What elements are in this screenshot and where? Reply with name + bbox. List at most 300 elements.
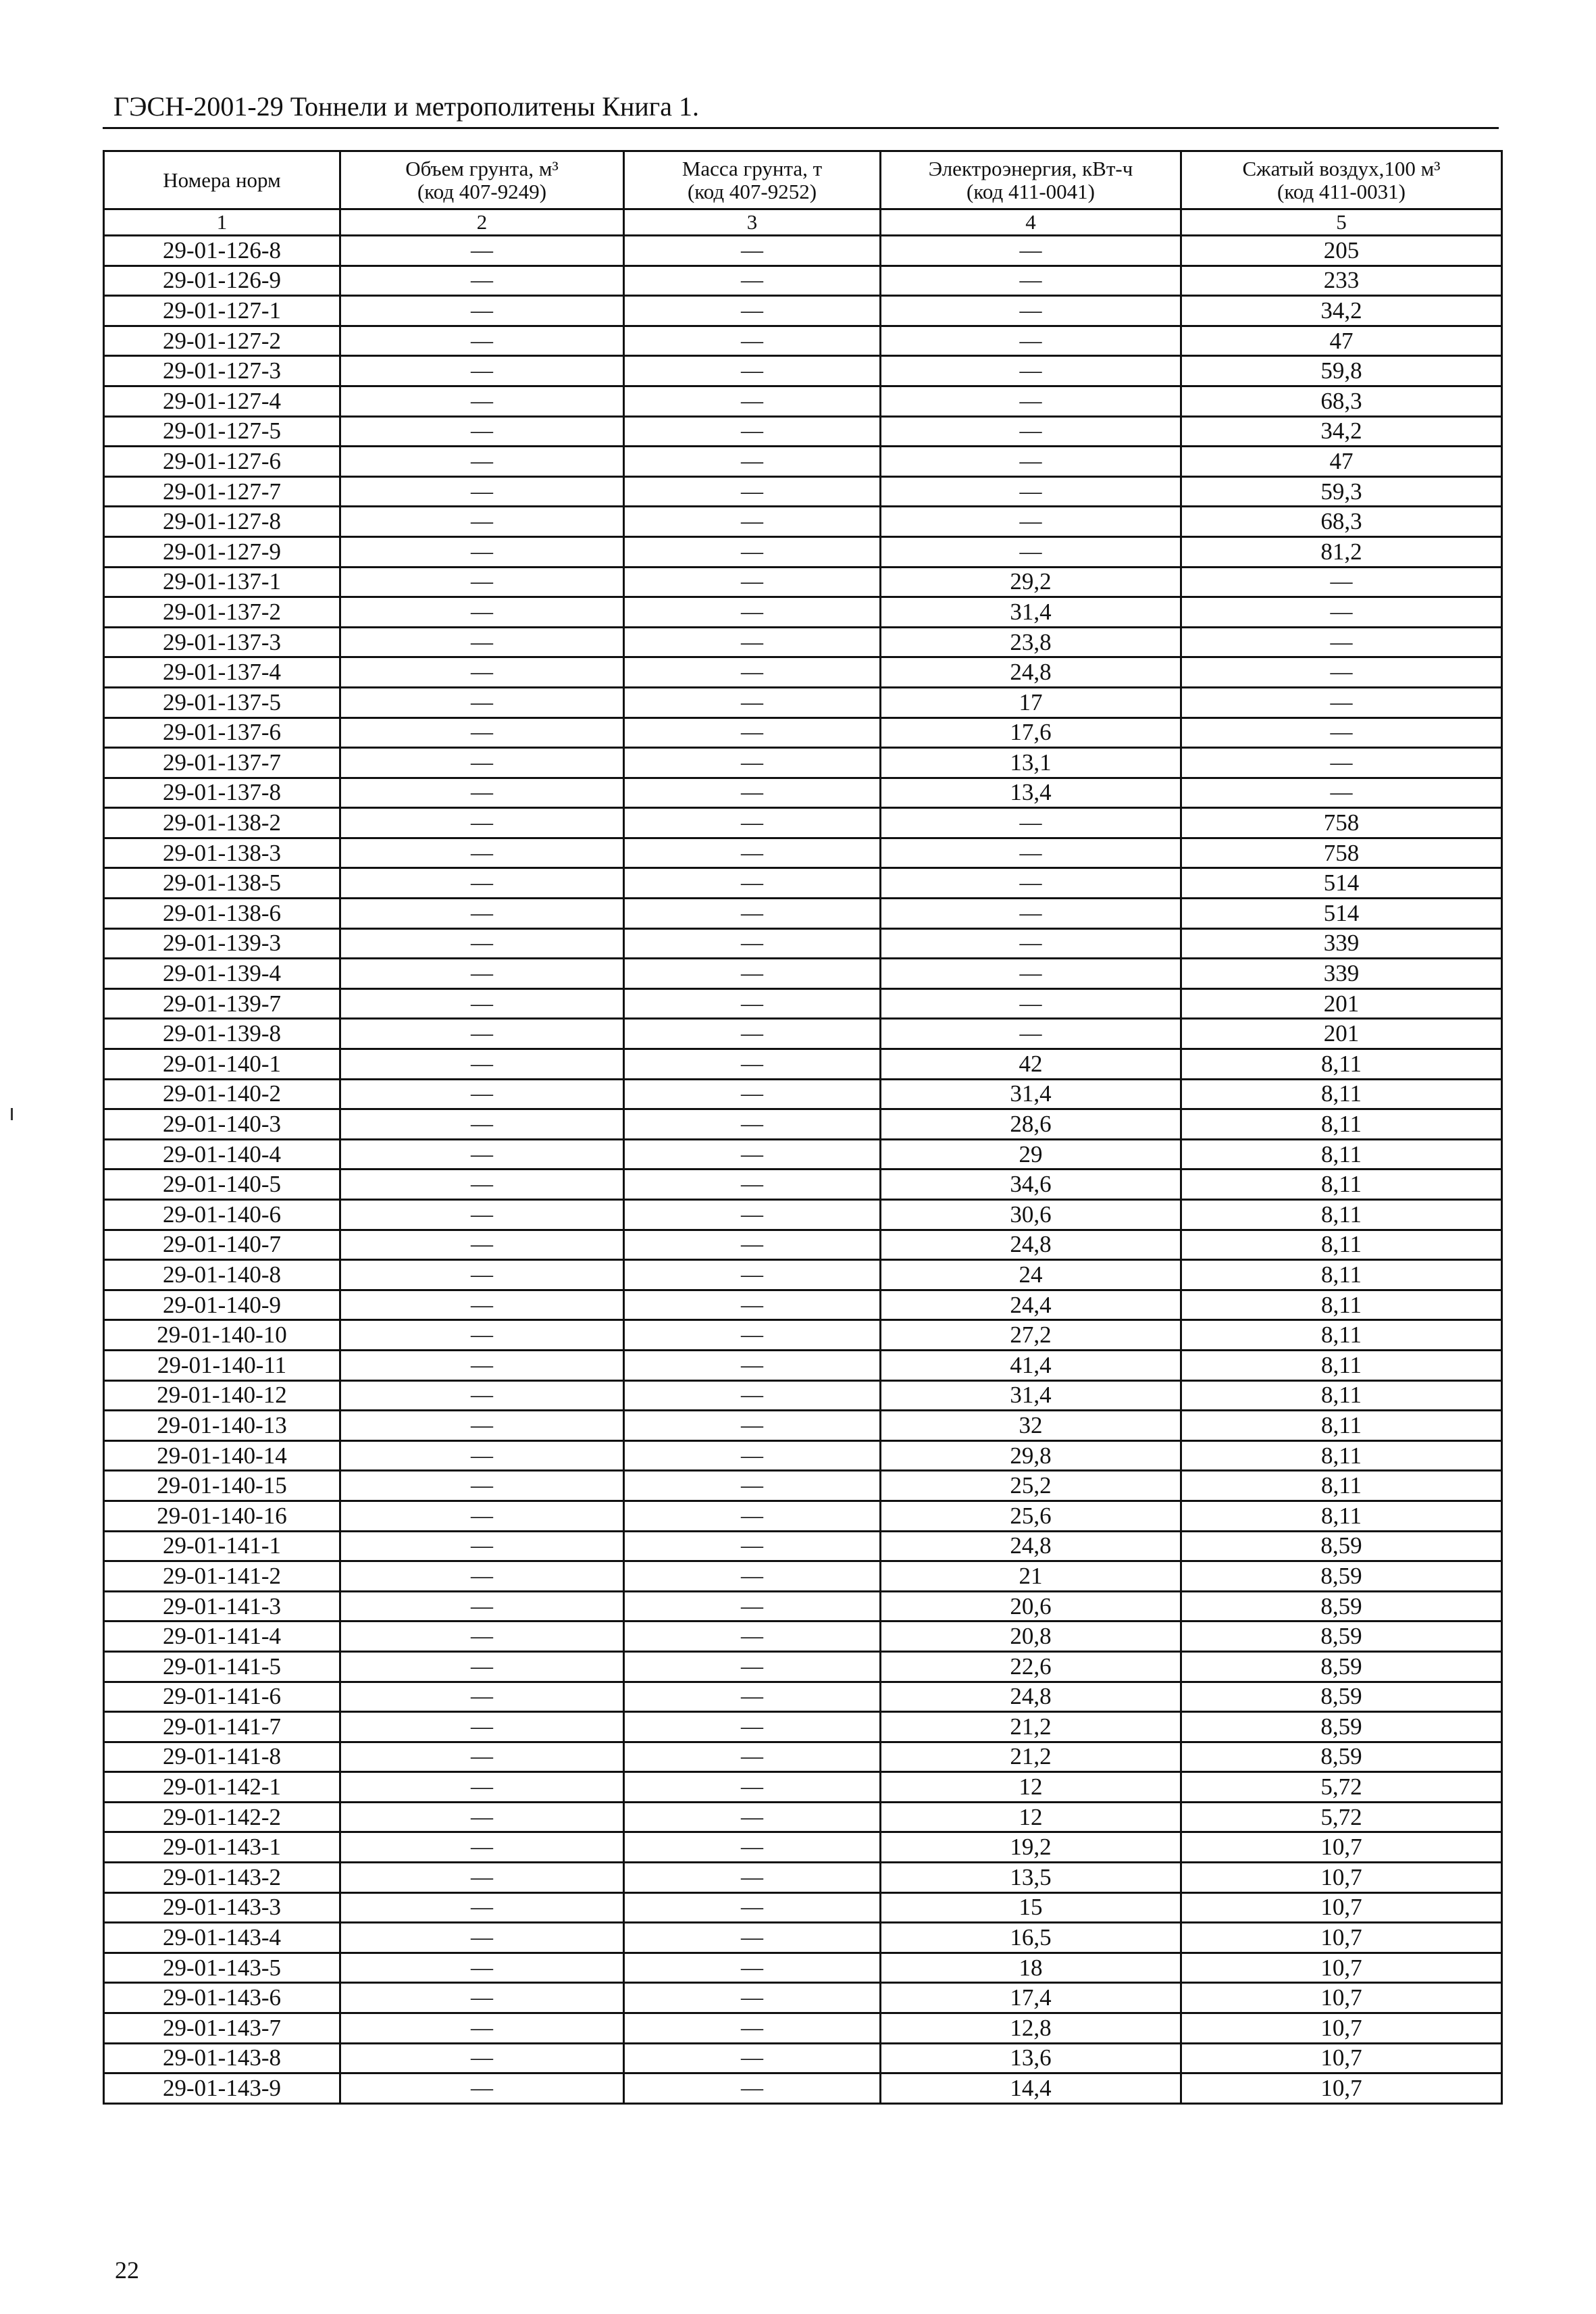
- compressed-air-cell: 8,59: [1181, 1742, 1502, 1772]
- table-row: [104, 1290, 1502, 1320]
- soil-volume-cell: —: [340, 868, 624, 899]
- compressed-air-cell: 8,11: [1181, 1079, 1502, 1109]
- norm-number-cell: 29-01-127-3: [104, 356, 340, 386]
- table-row: [104, 1471, 1502, 1501]
- table-header-row: [104, 151, 1502, 209]
- soil-volume-cell: —: [340, 1230, 624, 1260]
- compressed-air-cell: 5,72: [1181, 1802, 1502, 1832]
- table-row: [104, 1682, 1502, 1712]
- table-row: [104, 838, 1502, 868]
- compressed-air-cell: 10,7: [1181, 1953, 1502, 1983]
- table-row: [104, 1712, 1502, 1742]
- electricity-cell: —: [881, 1019, 1181, 1049]
- compressed-air-cell: 8,11: [1181, 1230, 1502, 1260]
- soil-mass-cell: —: [624, 1019, 881, 1049]
- soil-mass-cell: —: [624, 1802, 881, 1832]
- soil-mass-cell: —: [624, 2043, 881, 2073]
- soil-mass-cell: —: [624, 236, 881, 266]
- table-row: [104, 1651, 1502, 1682]
- soil-mass-cell: —: [624, 928, 881, 959]
- soil-mass-cell: —: [624, 1109, 881, 1140]
- compressed-air-cell: 34,2: [1181, 416, 1502, 447]
- electricity-cell: —: [881, 507, 1181, 537]
- table-row: [104, 416, 1502, 447]
- norm-number-cell: 29-01-139-3: [104, 928, 340, 959]
- table-row: [104, 1923, 1502, 1953]
- soil-volume-cell: —: [340, 1380, 624, 1411]
- norm-number-cell: 29-01-141-8: [104, 1742, 340, 1772]
- soil-mass-cell: —: [624, 1260, 881, 1290]
- compressed-air-cell: —: [1181, 718, 1502, 748]
- compressed-air-cell: 8,59: [1181, 1682, 1502, 1712]
- electricity-cell: —: [881, 296, 1181, 326]
- norm-number-cell: 29-01-140-11: [104, 1350, 340, 1380]
- norm-number-cell: 29-01-137-2: [104, 597, 340, 628]
- electricity-cell: —: [881, 326, 1181, 356]
- table-row: [104, 266, 1502, 296]
- compressed-air-cell: 8,59: [1181, 1712, 1502, 1742]
- soil-mass-cell: —: [624, 868, 881, 899]
- compressed-air-cell: 8,59: [1181, 1651, 1502, 1682]
- soil-volume-cell: —: [340, 1200, 624, 1230]
- table-row: [104, 1109, 1502, 1140]
- soil-mass-cell: —: [624, 447, 881, 477]
- norm-number-cell: 29-01-126-8: [104, 236, 340, 266]
- soil-mass-cell: —: [624, 1079, 881, 1109]
- electricity-cell: 16,5: [881, 1923, 1181, 1953]
- compressed-air-cell: 8,11: [1181, 1350, 1502, 1380]
- electricity-cell: 30,6: [881, 1200, 1181, 1230]
- soil-mass-cell: —: [624, 536, 881, 567]
- norm-number-cell: 29-01-137-6: [104, 718, 340, 748]
- soil-volume-cell: —: [340, 356, 624, 386]
- norm-number-cell: 29-01-143-8: [104, 2043, 340, 2073]
- soil-volume-cell: —: [340, 1411, 624, 1441]
- electricity-cell: 24,8: [881, 1230, 1181, 1260]
- header-rule: [103, 127, 1499, 129]
- soil-volume-cell: —: [340, 988, 624, 1019]
- soil-volume-cell: —: [340, 1621, 624, 1652]
- table-row: [104, 778, 1502, 808]
- compressed-air-cell: 8,59: [1181, 1531, 1502, 1561]
- norm-number-cell: 29-01-140-14: [104, 1440, 340, 1471]
- norm-number-cell: 29-01-141-7: [104, 1712, 340, 1742]
- compressed-air-cell: 8,11: [1181, 1440, 1502, 1471]
- norm-number-cell: 29-01-140-10: [104, 1320, 340, 1351]
- soil-volume-cell: —: [340, 748, 624, 778]
- soil-volume-cell: —: [340, 2013, 624, 2044]
- norm-number-cell: 29-01-141-4: [104, 1621, 340, 1652]
- soil-mass-cell: —: [624, 1501, 881, 1531]
- electricity-cell: 34,6: [881, 1169, 1181, 1200]
- table-row: [104, 899, 1502, 929]
- compressed-air-cell: 8,11: [1181, 1260, 1502, 1290]
- electricity-cell: 15: [881, 1892, 1181, 1923]
- soil-volume-cell: —: [340, 657, 624, 688]
- soil-volume-cell: —: [340, 597, 624, 628]
- soil-mass-cell: —: [624, 266, 881, 296]
- electricity-cell: 31,4: [881, 1079, 1181, 1109]
- soil-volume-cell: —: [340, 296, 624, 326]
- table-row: [104, 1742, 1502, 1772]
- electricity-cell: 29,8: [881, 1440, 1181, 1471]
- soil-mass-cell: —: [624, 1892, 881, 1923]
- electricity-cell: 31,4: [881, 597, 1181, 628]
- soil-mass-cell: —: [624, 1772, 881, 1803]
- compressed-air-cell: 8,11: [1181, 1169, 1502, 1200]
- norm-number-cell: 29-01-140-2: [104, 1079, 340, 1109]
- table-row: [104, 1772, 1502, 1803]
- table-body: [104, 236, 1502, 2104]
- column-header-label: Электроэнергия, кВт-ч: [928, 156, 1133, 180]
- table-row: [104, 1832, 1502, 1863]
- soil-volume-cell: —: [340, 2043, 624, 2073]
- electricity-cell: 32: [881, 1411, 1181, 1441]
- electricity-cell: 13,5: [881, 1863, 1181, 1893]
- electricity-cell: —: [881, 386, 1181, 416]
- soil-mass-cell: —: [624, 597, 881, 628]
- electricity-cell: —: [881, 356, 1181, 386]
- soil-mass-cell: —: [624, 1953, 881, 1983]
- soil-volume-cell: —: [340, 326, 624, 356]
- electricity-cell: 27,2: [881, 1320, 1181, 1351]
- soil-mass-cell: —: [624, 416, 881, 447]
- table-row: [104, 748, 1502, 778]
- norm-number-cell: 29-01-140-12: [104, 1380, 340, 1411]
- table-row: [104, 1863, 1502, 1893]
- soil-volume-cell: —: [340, 808, 624, 838]
- compressed-air-cell: 10,7: [1181, 1923, 1502, 1953]
- soil-mass-cell: —: [624, 1380, 881, 1411]
- soil-volume-cell: —: [340, 1923, 624, 1953]
- compressed-air-cell: 8,11: [1181, 1109, 1502, 1140]
- electricity-cell: —: [881, 808, 1181, 838]
- norm-number-cell: 29-01-137-4: [104, 657, 340, 688]
- page-number: 22: [115, 2257, 139, 2284]
- electricity-cell: —: [881, 838, 1181, 868]
- soil-mass-cell: —: [624, 356, 881, 386]
- soil-volume-cell: —: [340, 718, 624, 748]
- compressed-air-cell: 34,2: [1181, 296, 1502, 326]
- electricity-cell: 25,6: [881, 1501, 1181, 1531]
- table-row: [104, 1049, 1502, 1080]
- electricity-cell: 29,2: [881, 567, 1181, 597]
- soil-mass-cell: —: [624, 1139, 881, 1169]
- compressed-air-cell: 47: [1181, 326, 1502, 356]
- compressed-air-cell: 10,7: [1181, 1863, 1502, 1893]
- electricity-cell: —: [881, 236, 1181, 266]
- table-row: [104, 1953, 1502, 1983]
- soil-volume-cell: —: [340, 416, 624, 447]
- soil-volume-cell: —: [340, 1742, 624, 1772]
- table-row: [104, 1802, 1502, 1832]
- soil-mass-cell: —: [624, 1712, 881, 1742]
- soil-volume-cell: —: [340, 838, 624, 868]
- electricity-cell: 18: [881, 1953, 1181, 1983]
- compressed-air-cell: 59,3: [1181, 476, 1502, 507]
- electricity-cell: 17: [881, 687, 1181, 718]
- norm-number-cell: 29-01-141-6: [104, 1682, 340, 1712]
- norm-number-cell: 29-01-143-2: [104, 1863, 340, 1893]
- soil-mass-cell: —: [624, 657, 881, 688]
- norm-number-cell: 29-01-141-1: [104, 1531, 340, 1561]
- electricity-cell: 24,4: [881, 1290, 1181, 1320]
- soil-mass-cell: —: [624, 2073, 881, 2104]
- soil-volume-cell: —: [340, 1471, 624, 1501]
- column-header-compressed-air: [1181, 151, 1502, 209]
- soil-volume-cell: —: [340, 1049, 624, 1080]
- electricity-cell: 17,6: [881, 718, 1181, 748]
- electricity-cell: —: [881, 988, 1181, 1019]
- electricity-cell: 19,2: [881, 1832, 1181, 1863]
- table-row: [104, 627, 1502, 657]
- compressed-air-cell: 233: [1181, 266, 1502, 296]
- electricity-cell: 28,6: [881, 1109, 1181, 1140]
- compressed-air-cell: 8,59: [1181, 1561, 1502, 1592]
- column-number: 4: [881, 209, 1181, 236]
- compressed-air-cell: 8,11: [1181, 1200, 1502, 1230]
- soil-mass-cell: —: [624, 1591, 881, 1621]
- soil-mass-cell: —: [624, 687, 881, 718]
- compressed-air-cell: —: [1181, 597, 1502, 628]
- norm-number-cell: 29-01-138-2: [104, 808, 340, 838]
- electricity-cell: 41,4: [881, 1350, 1181, 1380]
- norm-number-cell: 29-01-140-6: [104, 1200, 340, 1230]
- electricity-cell: 13,6: [881, 2043, 1181, 2073]
- norm-number-cell: 29-01-139-8: [104, 1019, 340, 1049]
- soil-volume-cell: —: [340, 1832, 624, 1863]
- soil-mass-cell: —: [624, 1200, 881, 1230]
- table-row: [104, 959, 1502, 989]
- soil-mass-cell: —: [624, 1471, 881, 1501]
- soil-mass-cell: —: [624, 808, 881, 838]
- electricity-cell: —: [881, 928, 1181, 959]
- table-row: [104, 536, 1502, 567]
- soil-mass-cell: —: [624, 1682, 881, 1712]
- soil-volume-cell: —: [340, 1501, 624, 1531]
- table-row: [104, 988, 1502, 1019]
- soil-volume-cell: —: [340, 2073, 624, 2104]
- soil-volume-cell: —: [340, 1531, 624, 1561]
- norm-number-cell: 29-01-141-3: [104, 1591, 340, 1621]
- compressed-air-cell: 758: [1181, 808, 1502, 838]
- norm-number-cell: 29-01-127-2: [104, 326, 340, 356]
- column-header-label: Номера норм: [163, 168, 281, 192]
- soil-mass-cell: —: [624, 1290, 881, 1320]
- compressed-air-cell: 47: [1181, 447, 1502, 477]
- soil-volume-cell: —: [340, 1712, 624, 1742]
- soil-volume-cell: —: [340, 1350, 624, 1380]
- norm-number-cell: 29-01-127-5: [104, 416, 340, 447]
- compressed-air-cell: —: [1181, 567, 1502, 597]
- compressed-air-cell: 205: [1181, 236, 1502, 266]
- resources-table: [103, 150, 1503, 2105]
- electricity-cell: 12: [881, 1772, 1181, 1803]
- norm-number-cell: 29-01-127-7: [104, 476, 340, 507]
- column-number: 2: [340, 209, 624, 236]
- soil-volume-cell: —: [340, 1079, 624, 1109]
- norm-number-cell: 29-01-140-15: [104, 1471, 340, 1501]
- electricity-cell: 20,8: [881, 1621, 1181, 1652]
- soil-mass-cell: —: [624, 326, 881, 356]
- compressed-air-cell: —: [1181, 657, 1502, 688]
- compressed-air-cell: 201: [1181, 1019, 1502, 1049]
- table-row: [104, 928, 1502, 959]
- compressed-air-cell: —: [1181, 778, 1502, 808]
- electricity-cell: —: [881, 476, 1181, 507]
- table-column-numbers-row: [104, 209, 1502, 236]
- compressed-air-cell: 68,3: [1181, 386, 1502, 416]
- compressed-air-cell: 10,7: [1181, 2043, 1502, 2073]
- table-row: [104, 687, 1502, 718]
- electricity-cell: 13,4: [881, 778, 1181, 808]
- soil-mass-cell: —: [624, 1983, 881, 2013]
- soil-mass-cell: —: [624, 2013, 881, 2044]
- norm-number-cell: 29-01-143-6: [104, 1983, 340, 2013]
- column-header-code: (код 407-9249): [417, 179, 547, 203]
- soil-mass-cell: —: [624, 1169, 881, 1200]
- compressed-air-cell: 8,59: [1181, 1591, 1502, 1621]
- compressed-air-cell: 8,59: [1181, 1621, 1502, 1652]
- soil-volume-cell: —: [340, 447, 624, 477]
- soil-mass-cell: —: [624, 1440, 881, 1471]
- soil-volume-cell: —: [340, 1561, 624, 1592]
- table-row: [104, 868, 1502, 899]
- norm-number-cell: 29-01-140-5: [104, 1169, 340, 1200]
- column-header-electricity: [881, 151, 1181, 209]
- table-row: [104, 356, 1502, 386]
- electricity-cell: —: [881, 536, 1181, 567]
- norm-number-cell: 29-01-140-16: [104, 1501, 340, 1531]
- column-number: 5: [1181, 209, 1502, 236]
- soil-mass-cell: —: [624, 1923, 881, 1953]
- electricity-cell: —: [881, 447, 1181, 477]
- compressed-air-cell: 10,7: [1181, 1892, 1502, 1923]
- table-row: [104, 476, 1502, 507]
- compressed-air-cell: 10,7: [1181, 2073, 1502, 2104]
- soil-mass-cell: —: [624, 1049, 881, 1080]
- soil-volume-cell: —: [340, 1892, 624, 1923]
- norm-number-cell: 29-01-140-3: [104, 1109, 340, 1140]
- electricity-cell: 24: [881, 1260, 1181, 1290]
- soil-volume-cell: —: [340, 1591, 624, 1621]
- soil-volume-cell: —: [340, 236, 624, 266]
- norm-number-cell: 29-01-140-1: [104, 1049, 340, 1080]
- soil-mass-cell: —: [624, 1651, 881, 1682]
- soil-mass-cell: —: [624, 988, 881, 1019]
- norm-number-cell: 29-01-143-7: [104, 2013, 340, 2044]
- compressed-air-cell: 8,11: [1181, 1139, 1502, 1169]
- norm-number-cell: 29-01-138-3: [104, 838, 340, 868]
- soil-volume-cell: —: [340, 1863, 624, 1893]
- electricity-cell: 13,1: [881, 748, 1181, 778]
- norm-number-cell: 29-01-140-13: [104, 1411, 340, 1441]
- norm-number-cell: 29-01-141-5: [104, 1651, 340, 1682]
- electricity-cell: 14,4: [881, 2073, 1181, 2104]
- norm-number-cell: 29-01-137-1: [104, 567, 340, 597]
- compressed-air-cell: 514: [1181, 868, 1502, 899]
- electricity-cell: 42: [881, 1049, 1181, 1080]
- electricity-cell: 22,6: [881, 1651, 1181, 1682]
- compressed-air-cell: —: [1181, 627, 1502, 657]
- compressed-air-cell: 81,2: [1181, 536, 1502, 567]
- compressed-air-cell: 339: [1181, 928, 1502, 959]
- soil-mass-cell: —: [624, 838, 881, 868]
- soil-volume-cell: —: [340, 959, 624, 989]
- norm-number-cell: 29-01-143-5: [104, 1953, 340, 1983]
- column-header-label: Масса грунта, т: [681, 156, 823, 180]
- electricity-cell: 31,4: [881, 1380, 1181, 1411]
- compressed-air-cell: 8,11: [1181, 1411, 1502, 1441]
- soil-mass-cell: —: [624, 296, 881, 326]
- table-row: [104, 1531, 1502, 1561]
- compressed-air-cell: 514: [1181, 899, 1502, 929]
- norm-number-cell: 29-01-127-9: [104, 536, 340, 567]
- scan-margin-mark: [11, 1108, 13, 1120]
- soil-mass-cell: —: [624, 476, 881, 507]
- soil-volume-cell: —: [340, 1651, 624, 1682]
- column-header-soil-mass: [624, 151, 881, 209]
- table-row: [104, 1139, 1502, 1169]
- electricity-cell: —: [881, 899, 1181, 929]
- norm-number-cell: 29-01-141-2: [104, 1561, 340, 1592]
- table-row: [104, 1079, 1502, 1109]
- soil-volume-cell: —: [340, 928, 624, 959]
- table-row: [104, 2073, 1502, 2104]
- compressed-air-cell: 201: [1181, 988, 1502, 1019]
- soil-mass-cell: —: [624, 1230, 881, 1260]
- table-row: [104, 2013, 1502, 2044]
- electricity-cell: —: [881, 868, 1181, 899]
- soil-mass-cell: —: [624, 386, 881, 416]
- soil-mass-cell: —: [624, 1863, 881, 1893]
- electricity-cell: 21,2: [881, 1742, 1181, 1772]
- soil-volume-cell: —: [340, 899, 624, 929]
- table-row: [104, 1892, 1502, 1923]
- table-row: [104, 1320, 1502, 1351]
- compressed-air-cell: 59,8: [1181, 356, 1502, 386]
- soil-mass-cell: —: [624, 1411, 881, 1441]
- table-row: [104, 1501, 1502, 1531]
- column-header-label: Объем грунта, м³: [405, 156, 559, 180]
- soil-volume-cell: —: [340, 1109, 624, 1140]
- soil-mass-cell: —: [624, 778, 881, 808]
- norm-number-cell: 29-01-140-4: [104, 1139, 340, 1169]
- soil-mass-cell: —: [624, 1621, 881, 1652]
- electricity-cell: 12: [881, 1802, 1181, 1832]
- electricity-cell: 23,8: [881, 627, 1181, 657]
- soil-mass-cell: —: [624, 1350, 881, 1380]
- electricity-cell: —: [881, 266, 1181, 296]
- soil-mass-cell: —: [624, 507, 881, 537]
- soil-mass-cell: —: [624, 567, 881, 597]
- table-row: [104, 718, 1502, 748]
- compressed-air-cell: —: [1181, 687, 1502, 718]
- norm-number-cell: 29-01-127-8: [104, 507, 340, 537]
- soil-volume-cell: —: [340, 1953, 624, 1983]
- soil-volume-cell: —: [340, 1320, 624, 1351]
- norm-number-cell: 29-01-137-5: [104, 687, 340, 718]
- norm-number-cell: 29-01-137-8: [104, 778, 340, 808]
- table-row: [104, 1260, 1502, 1290]
- page-header-title: ГЭСН-2001-29 Тоннели и метрополитены Книга 1.: [113, 91, 699, 122]
- compressed-air-cell: 10,7: [1181, 1832, 1502, 1863]
- table-row: [104, 1200, 1502, 1230]
- compressed-air-cell: 8,11: [1181, 1501, 1502, 1531]
- soil-mass-cell: —: [624, 748, 881, 778]
- soil-mass-cell: —: [624, 959, 881, 989]
- soil-volume-cell: —: [340, 1260, 624, 1290]
